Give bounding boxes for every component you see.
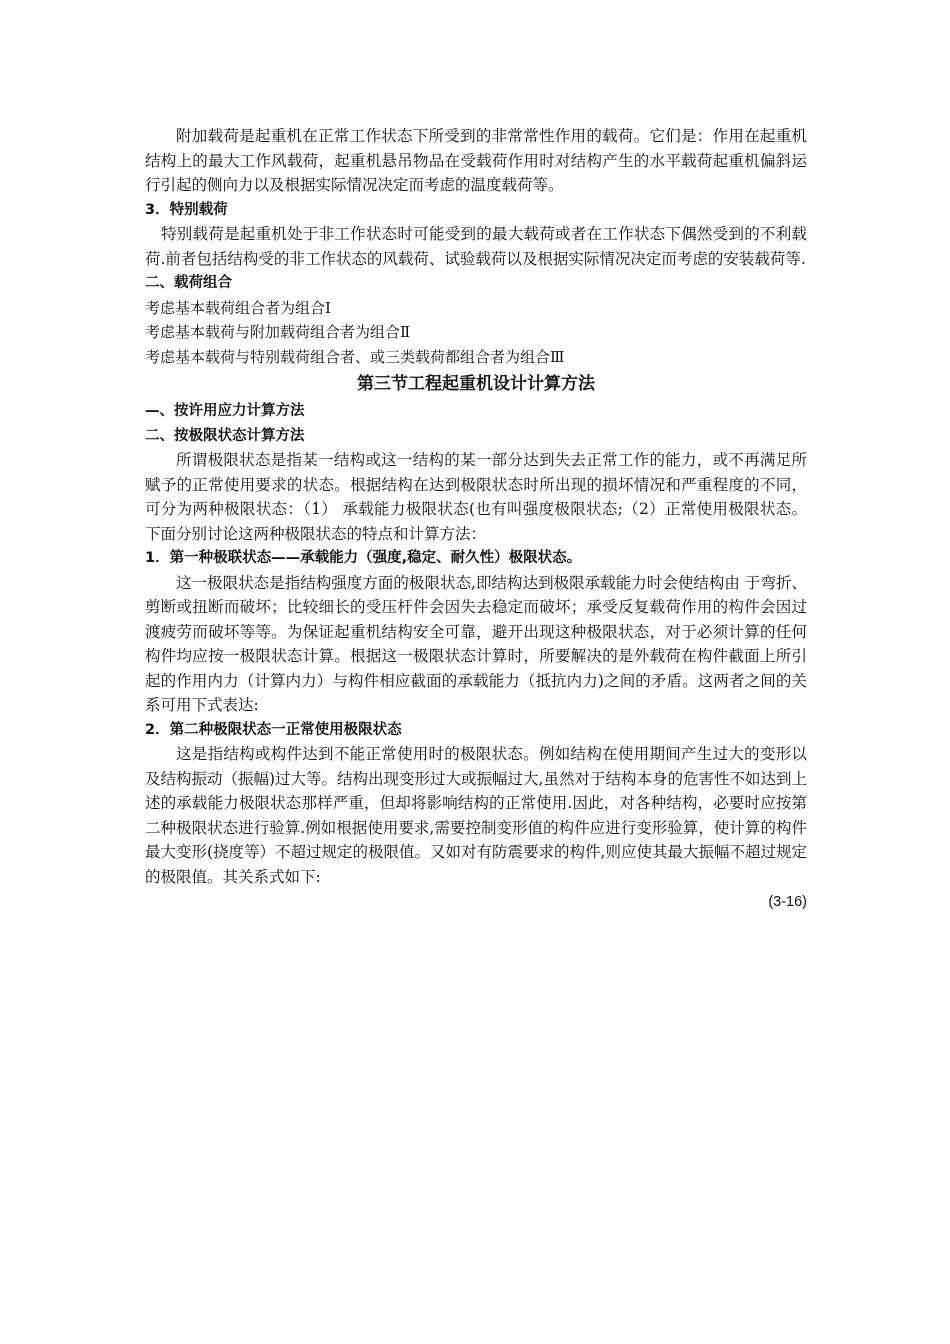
paragraph-first-limit-state: 这一极限状态是指结构强度方面的极限状态,即结构达到极限承载能力时会使结构由 于弯折、剪断或扭断而破坏；比较细长的受压杆件会因失去稳定而破坏；承受反复载荷作用的构件会因过渡疲劳而破坏等等。为保证起重机结构安全可靠，避开出现这种极限状态，对于必须计算的任何构件均应按一极限状态计算。根据这一极限状态计算时，所要解决的是外载荷在构件截面上所引起的作用内力（计算内力）与构件相应截面的承载能力（抵抗内力)之间的矛盾。这两者之间的关系可用下式表达: [145, 573, 807, 714]
paragraph-additional-loads: 附加载荷是起重机在正常工作状态下所受到的非常常性作用的载荷。它们是：作用在起重机结构上的最大工作风载荷，起重机悬吊物品在受载荷作用时对结构产生的水平载荷起重机偏斜运行引起的侧向力以及根据实际情况决定而考虑的温度载荷等。 [145, 127, 807, 194]
paragraph-special-loads: 特别载荷是起重机处于非工作状态时可能受到的最大载荷或者在工作状态下偶然受到的不利载荷.前者包括结构受的非工作状态的风载荷、试验载荷以及根据实际情况决定而考虑的安装载荷等. [145, 225, 807, 268]
heading-allowable-stress: —、按许用应力计算方法 [145, 403, 305, 419]
paragraph-limit-state: 所谓极限状态是指某一结构或这一结构的某一部分达到失去正常工作的能力，或不再满足所赋予的正常使用要求的状态。根据结构在达到极限状态时所出现的损坏情况和严重程度的不同，可分为两种极限状态：（1） 承载能力极限状态(也有叫强度极限状态;（2）正常使用极限状态。下面分别讨论这两种极限状态的特点和计算方法： [145, 451, 807, 543]
combination-1: 考虑基本载荷组合者为组合Ⅰ [145, 298, 331, 317]
heading-limit-state: 二、按极限状态计算方法 [145, 427, 305, 444]
document-page [145, 124, 807, 915]
heading-load-combination: 二、载荷组合 [145, 275, 232, 291]
heading-special-loads: 3．特别载荷 [145, 201, 228, 218]
heading-first-limit-state: 1．第一种极联状态——承载能力（强度,稳定、耐久性）极限状态。 [145, 550, 582, 566]
combination-2: 考虑基本载荷与附加载荷组合者为组合Ⅱ [145, 323, 411, 341]
section-title: 第三节工程起重机设计计算方法 [357, 374, 595, 394]
heading-second-limit-state: 2．第二种极限状态一正常使用极限状态 [145, 721, 402, 738]
paragraph-second-limit-state: 这是指结构或构件达到不能正常使用时的极限状态。例如结构在使用期间产生过大的变形以及结构振动（振幅)过大等。结构出现变形过大或振幅过大,虽然对于结构本身的危害性不如达到上述的承载能力极限状态那样严重，但却将影响结构的正常使用.因此，对各种结构，必要时应按第二种极限状态进行验算.例如根据使用要求,需要控制变形值的构件应进行变形验算，使计算的构件最大变形(挠度等）不超过规定的极限值。又如对有防震要求的构件,则应使其最大振幅不超过规定的极限值。其关系式如下: [145, 745, 807, 886]
equation-number: (3-16) [768, 894, 807, 910]
combination-3: 考虑基本载荷与特别载荷组合者、或三类载荷都组合者为组合Ⅲ [145, 347, 565, 366]
